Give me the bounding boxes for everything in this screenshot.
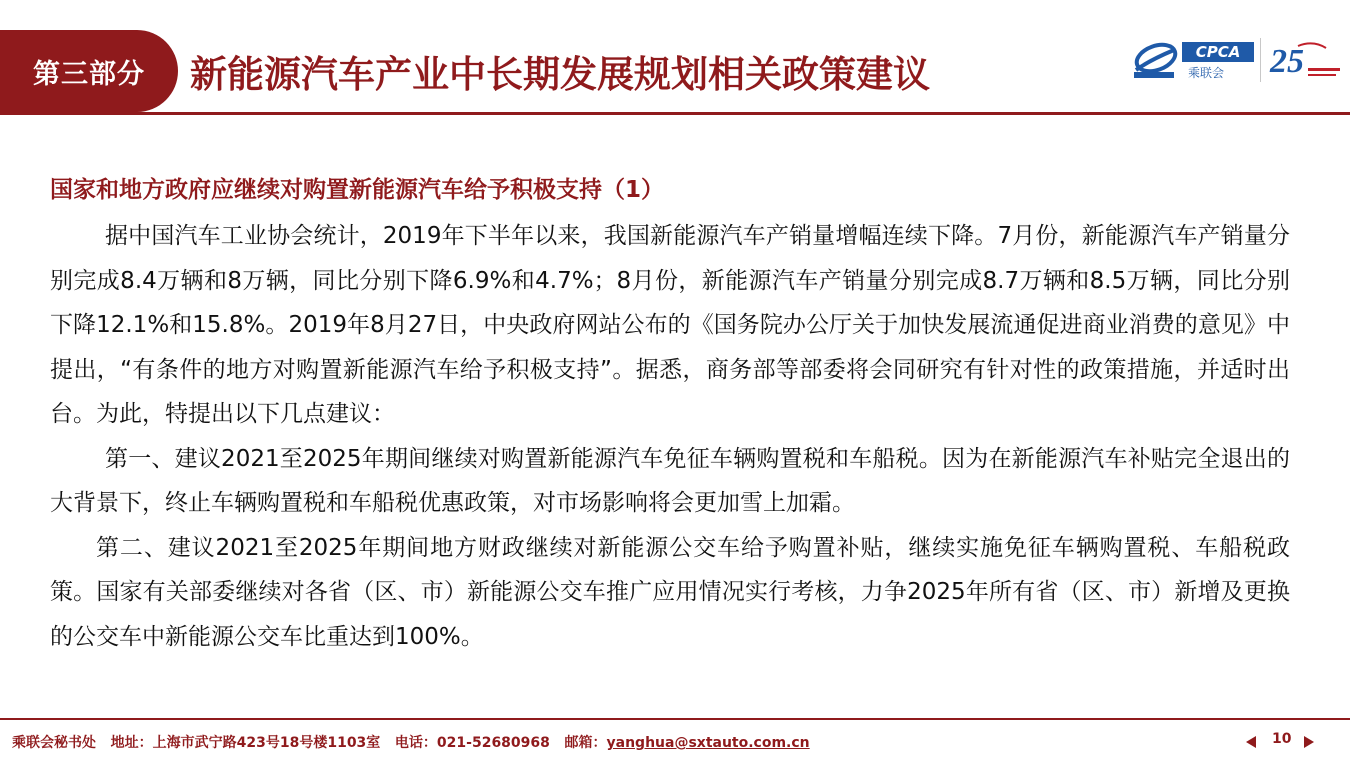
page-title: 新能源汽车产业中长期发展规划相关政策建议 [190,53,930,96]
anniversary-logo [1268,38,1343,82]
section-label: 第三部分 [33,58,145,90]
header-divider [0,112,1350,115]
anniversary-number: 25 [1270,43,1304,80]
cpca-logo: CPCA [1182,42,1254,62]
logo-area [1130,38,1345,86]
logo-divider [1260,38,1261,82]
cpca-emblem-icon [1130,40,1180,80]
page-number: 10 [1272,731,1292,747]
footer-contact [12,732,810,752]
footer-phone: 电话：021-52680968 [394,735,550,751]
paragraph-suggestion-1: 第一、建议2021至2025年期间继续对购置新能源汽车免征车辆购置税和车船税。因为在新能源汽车补贴完全退出的大背景下，终止车辆购置税和车船税优惠政策，对市场影响将会更加雪上加霜。 [50,445,1290,516]
next-page-icon[interactable] [1304,736,1314,748]
section-subtitle: 国家和地方政府应继续对购置新能源汽车给予积极支持（1） [50,177,665,203]
prev-page-icon[interactable] [1246,736,1256,748]
footer-address: 地址：上海市武宁路423号18号楼1103室 [110,735,381,751]
footer-divider [0,718,1350,720]
paragraph-background: 据中国汽车工业协会统计，2019年下半年以来，我国新能源汽车产销量增幅连续下降。7月份，新能源汽车产销量分别完成8.4万辆和8万辆，同比分别下降6.9%和4.7%；8月份，新能源汽车产销量分别完成8.7万辆和8.5万辆，同比分别下降12.1%和15.8%。2019年8月27日，中央政府网站公布的《国务院办公厅关于加快发展流通促进商业消费的意见》中提出，“有条件的地方对购置新能源汽车给予积极支持”。据悉，商务部等部委将会同研究有针对性的政策措施，并适时出台。为此，特提出以下几点建议： [50,223,1290,427]
footer-org: 乘联会秘书处 [12,735,96,751]
footer-email-link[interactable]: yanghua@sxtauto.com.cn [606,735,810,751]
cpca-cn-label: 乘联会 [1188,66,1225,80]
content-area [50,170,1290,659]
section-tab [0,30,178,112]
footer-email-label: 邮箱： [564,735,607,751]
pager [1246,731,1316,751]
paragraph-suggestion-2: 第二、建议2021至2025年期间地方财政继续对新能源公交车给予购置补贴，继续实施免征车辆购置税、车船税政策。国家有关部委继续对各省（区、市）新能源公交车推广应用情况实行考核，力争2025年所有省（区、市）新增及更换的公交车中新能源公交车比重达到100%。 [50,534,1290,650]
